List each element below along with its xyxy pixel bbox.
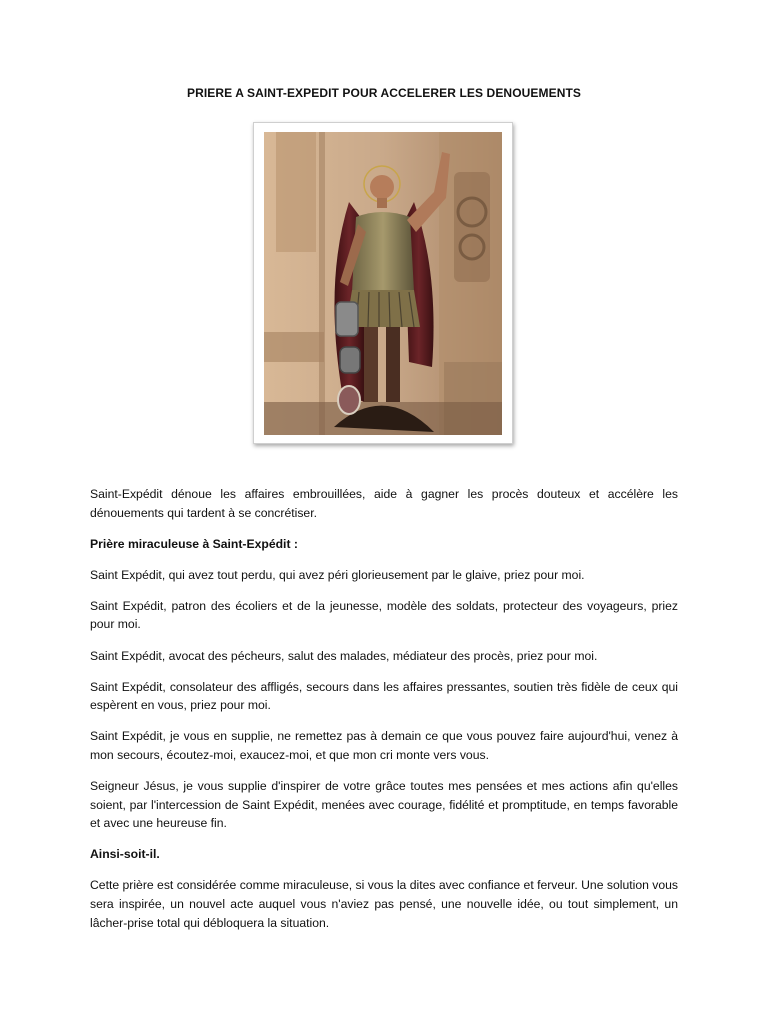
invocation-4: Saint Expédit, consolateur des affligés, secours dans les affaires pressantes, soutien très fidèle de ceux qui espèrent en vous, priez pour moi.	[90, 679, 678, 713]
closing-paragraph: Cette prière est considérée comme miraculeuse, si vous la dites avec confiance et ferveur. Une solution vous sera inspirée, un nouvel acte auquel vous n'aviez pas pensé, une nouvelle idée, ou tout simplement, un lâcher-prise total qui débloquera la situation.	[90, 878, 678, 930]
invocation-3: Saint Expédit, avocat des pécheurs, salut des malades, médiateur des procès, priez pour moi.	[90, 648, 598, 663]
statue-image	[264, 132, 502, 435]
invocation-1: Saint Expédit, qui avez tout perdu, qui avez péri glorieusement par le glaive, priez pour moi.	[90, 567, 585, 582]
invocation-2: Saint Expédit, patron des écoliers et de la jeunesse, modèle des soldats, protecteur des voyageurs, priez pour moi.	[90, 598, 678, 632]
prayer-heading: Prière miraculeuse à Saint-Expédit :	[90, 536, 298, 551]
amen-line: Ainsi-soit-il.	[90, 847, 160, 862]
invocation-6: Seigneur Jésus, je vous supplie d'inspirer de votre grâce toutes mes pensées et mes actions afin qu'elles soient, par l'intercession de Saint Expédit, menées avec courage, fidélité et promptitude, en temps favorable et avec une heureuse fin.	[90, 779, 678, 831]
invocation-5: Saint Expédit, je vous en supplie, ne remettez pas à demain ce que vous pouvez faire aujourd'hui, venez à mon secours, écoutez-moi, exaucez-moi, et que mon cri monte vers vous.	[90, 729, 678, 762]
intro-paragraph: Saint-Expédit dénoue les affaires embrouillées, aide à gagner les procès douteux et accélère les dénouements qui tardent à se concrétiser.	[90, 487, 678, 520]
statue-photo	[253, 122, 513, 444]
prayer-text	[90, 485, 678, 945]
document-title: PRIERE A SAINT-EXPEDIT POUR ACCELERER LES DENOUEMENTS	[186, 86, 581, 100]
